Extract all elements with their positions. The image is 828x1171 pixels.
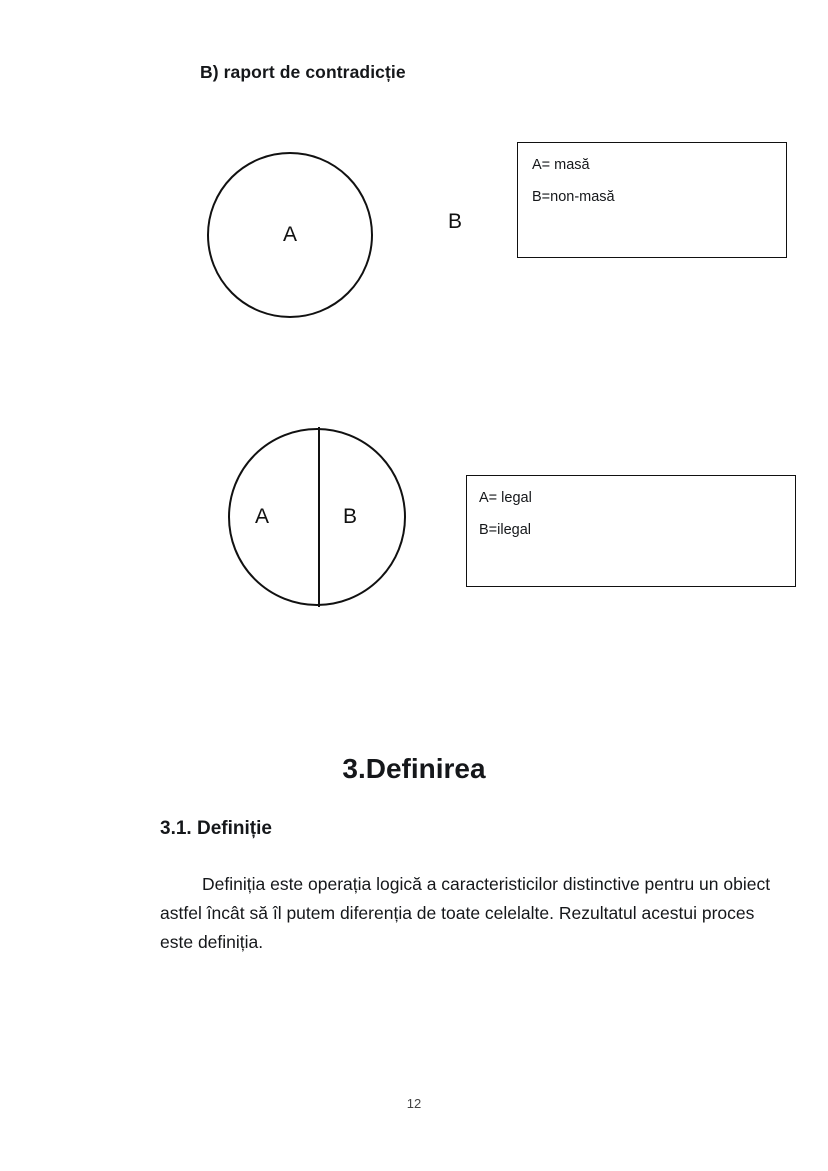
chapter-title: 3.Definirea bbox=[342, 753, 486, 784]
diagram2-label-b: B bbox=[343, 505, 358, 528]
diagram1-legend-box bbox=[517, 142, 787, 258]
section-heading-b: B) raport de contradicție bbox=[200, 62, 406, 82]
diagram2-label-a: A bbox=[255, 505, 270, 528]
diagram2-legend-line-2: B=ilegal bbox=[479, 522, 531, 538]
diagram2-legend-box bbox=[466, 475, 796, 587]
diagram1-circle-a-label: A bbox=[282, 223, 297, 246]
diagram1-outside-label-b: B bbox=[448, 210, 463, 233]
page-number: 12 bbox=[406, 1096, 422, 1111]
diagram1-legend-line-1: A= masă bbox=[532, 157, 590, 173]
section-subheading: 3.1. Definiție bbox=[160, 818, 272, 839]
diagram2-legend-line-1: A= legal bbox=[479, 490, 532, 506]
diagram1-legend-line-2: B=non-masă bbox=[532, 189, 615, 205]
diagram2-divider-line bbox=[318, 427, 320, 607]
body-paragraph: Definiția este operația logică a caracteristicilor distinctive pentru un obiect astfel încât să îl putem diferenția de toate celelalte. Rezultatul acestui proces este definiția. bbox=[160, 874, 771, 952]
